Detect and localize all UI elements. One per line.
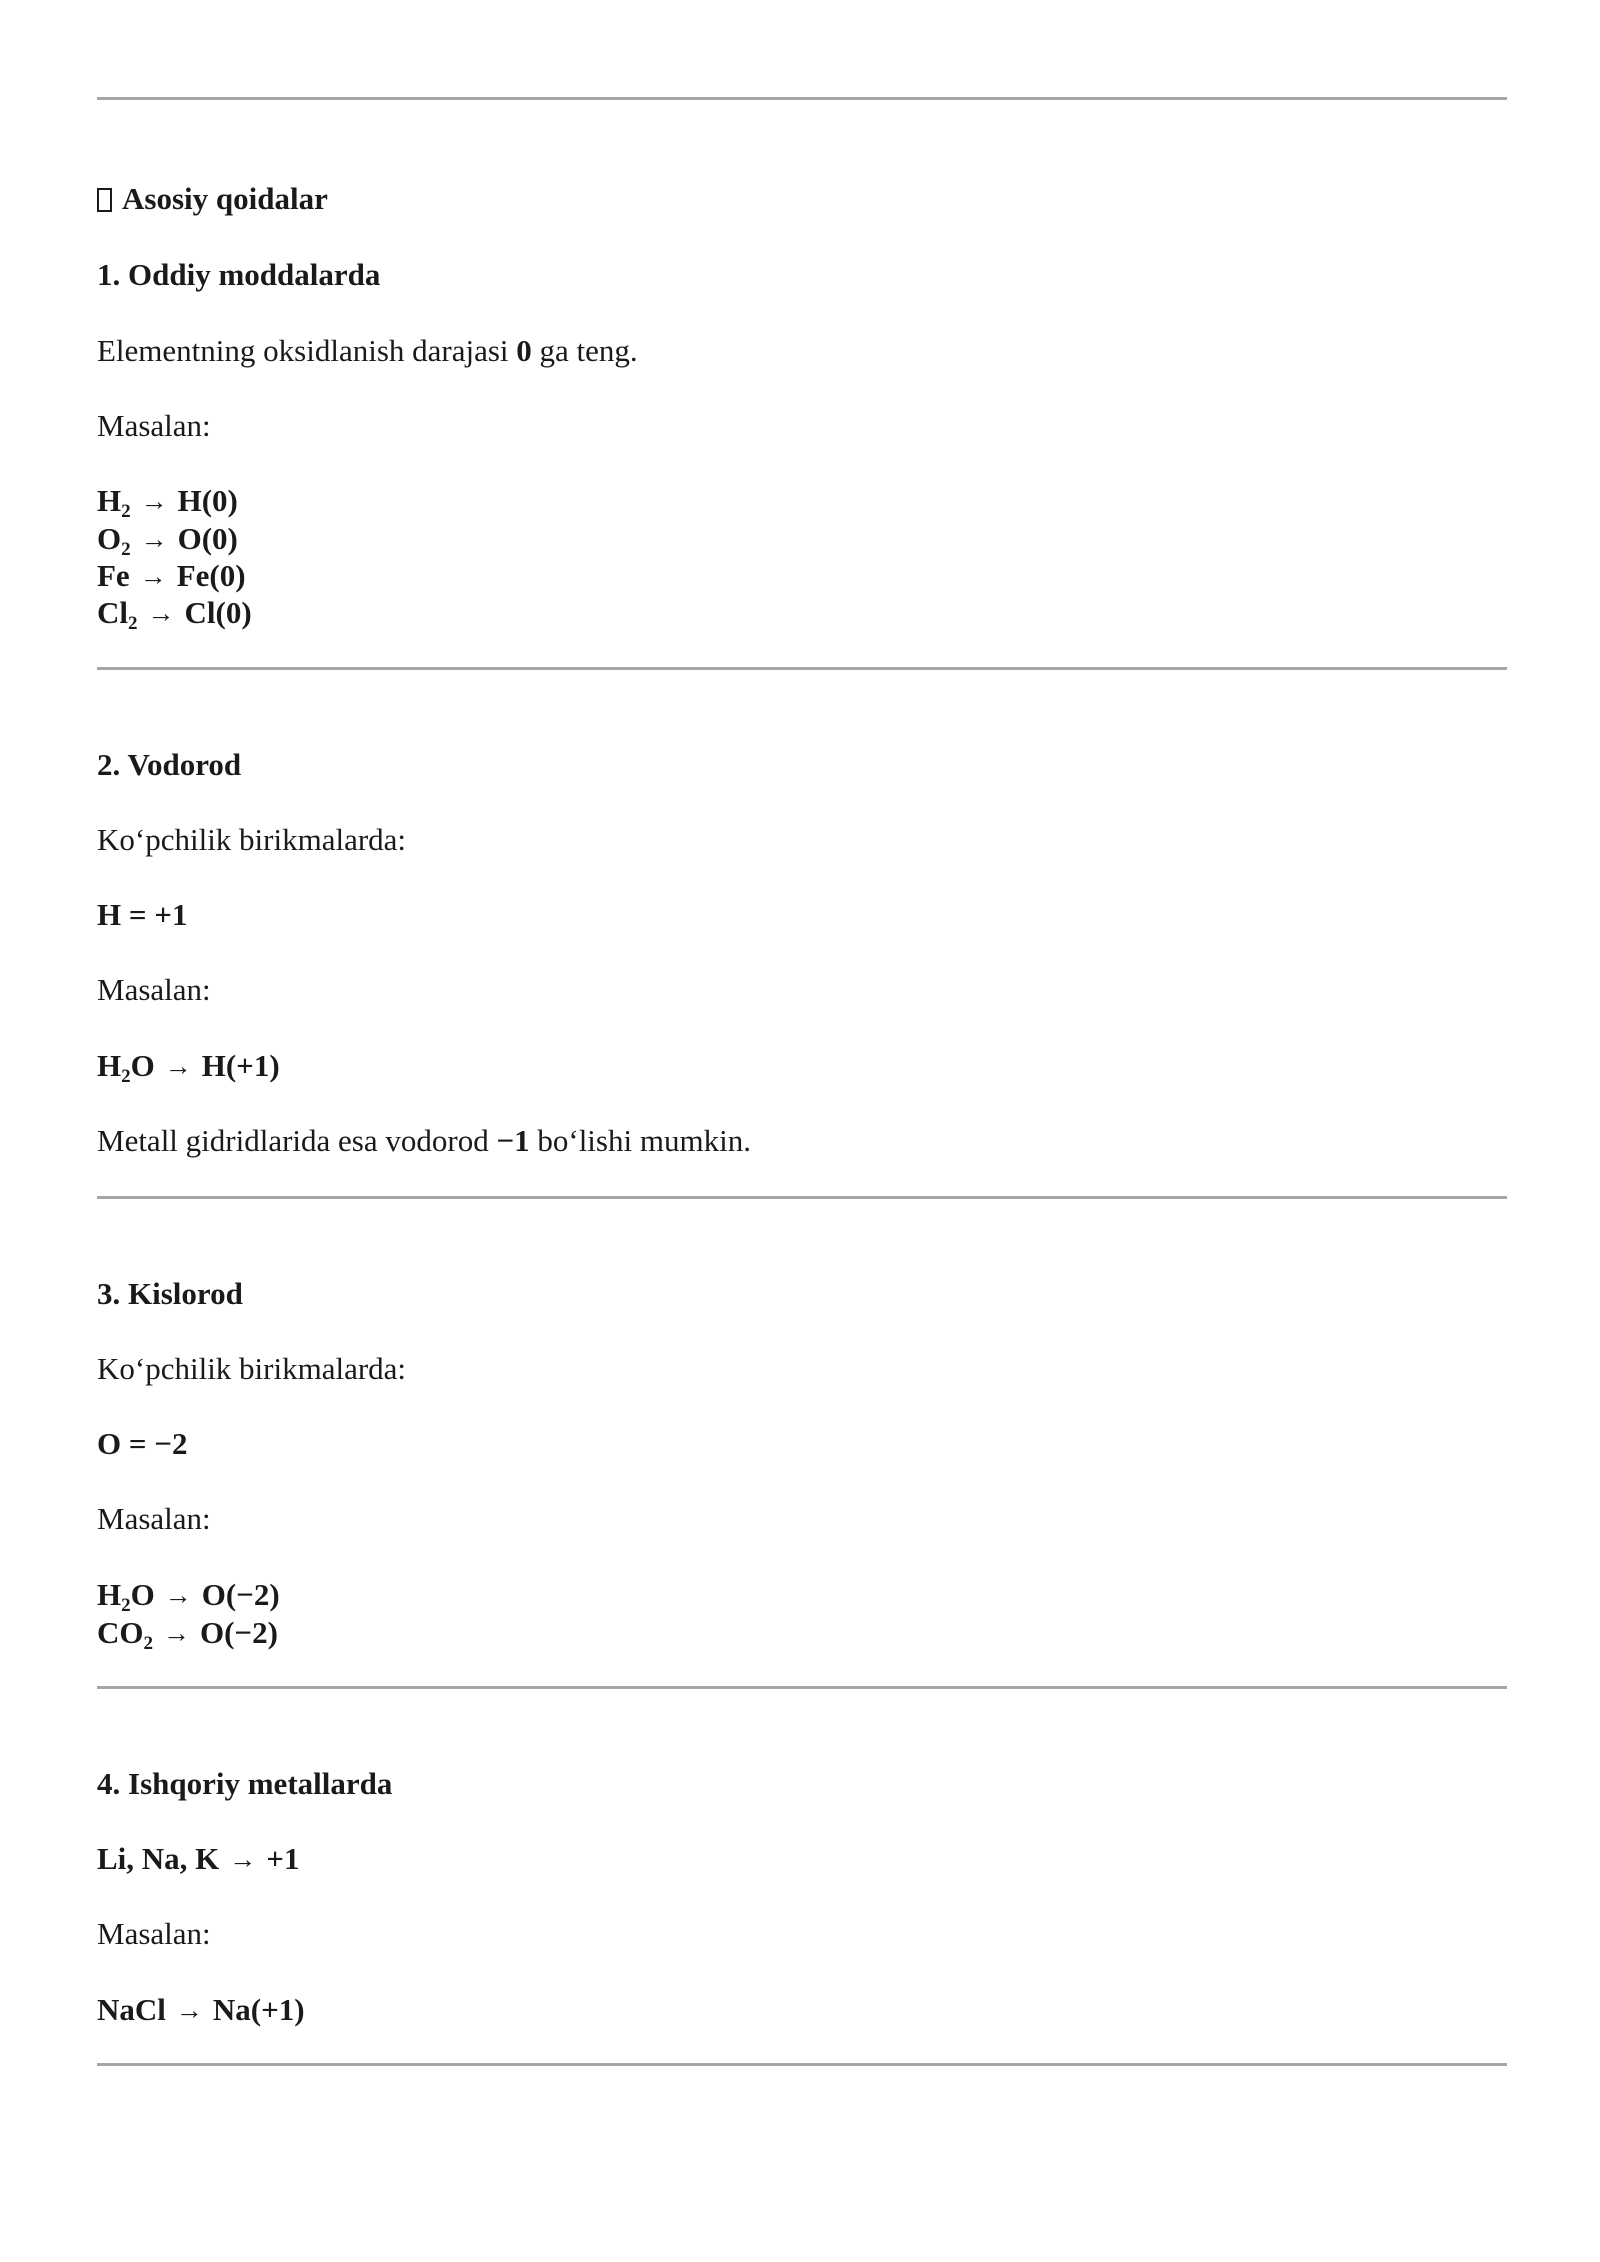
horizontal-rule — [97, 97, 1507, 100]
section1-example-label: Masalan: — [97, 408, 211, 443]
section3-heading: 3. Kislorod — [97, 1276, 243, 1311]
arrow-icon: → — [140, 524, 168, 554]
arrow-icon: → — [164, 1580, 192, 1610]
arrow-icon: → — [140, 486, 168, 516]
section3-example-label: Masalan: — [97, 1501, 211, 1536]
arrow-icon: → — [163, 1618, 190, 1648]
section-title-text: Asosiy qoidalar — [122, 181, 328, 216]
formula-line: $CO_2 \to O(-2)$ — [97, 1615, 278, 1654]
section3-intro: Koʻpchilik birikmalarda: — [97, 1351, 407, 1386]
section4-example-label: Masalan: — [97, 1916, 211, 1951]
formula-line: $O_2 \to O(0)$ — [97, 521, 238, 560]
section3-rule: O = −2 — [97, 1426, 188, 1461]
section4-heading: 4. Ishqoriy metallarda — [97, 1766, 393, 1801]
horizontal-rule — [97, 667, 1507, 670]
formula-line: Fe → Fe(0) — [97, 558, 246, 593]
section1-heading: 1. Oddiy moddalarda — [97, 257, 381, 292]
arrow-icon: → — [229, 1844, 257, 1874]
missing-glyph-box-icon — [97, 188, 112, 212]
arrow-icon: → — [147, 598, 175, 628]
section1-text: Elementning oksidlanish darajasi 0 ga teng. — [97, 333, 638, 368]
document-page — [97, 0, 1507, 2262]
horizontal-rule — [97, 1196, 1507, 1199]
section-title — [97, 180, 328, 218]
formula-line: $Cl_2 \to Cl(0)$ — [97, 595, 252, 634]
section4-rule: Li, Na, K → +1 — [97, 1841, 300, 1876]
horizontal-rule — [97, 2063, 1507, 2066]
arrow-icon: → — [139, 561, 167, 591]
arrow-icon: → — [175, 1995, 203, 2025]
section2-rule: H = +1 — [97, 897, 188, 932]
formula-line: $H_2 \to H(0)$ — [97, 483, 238, 522]
section2-heading: 2. Vodorod — [97, 747, 242, 782]
section2-intro: Koʻpchilik birikmalarda: — [97, 822, 407, 857]
formula-line: $H_2O \to H(+1)$ — [97, 1048, 280, 1087]
section2-example-label: Masalan: — [97, 972, 211, 1007]
arrow-icon: → — [164, 1051, 192, 1081]
formula-line: $H_2O \to O(-2)$ — [97, 1577, 280, 1616]
formula-line: NaCl → Na(+1) — [97, 1992, 305, 2027]
horizontal-rule — [97, 1686, 1507, 1689]
section2-note: Metall gidridlarida esa vodorod −1 boʻlishi mumkin. — [97, 1123, 751, 1158]
